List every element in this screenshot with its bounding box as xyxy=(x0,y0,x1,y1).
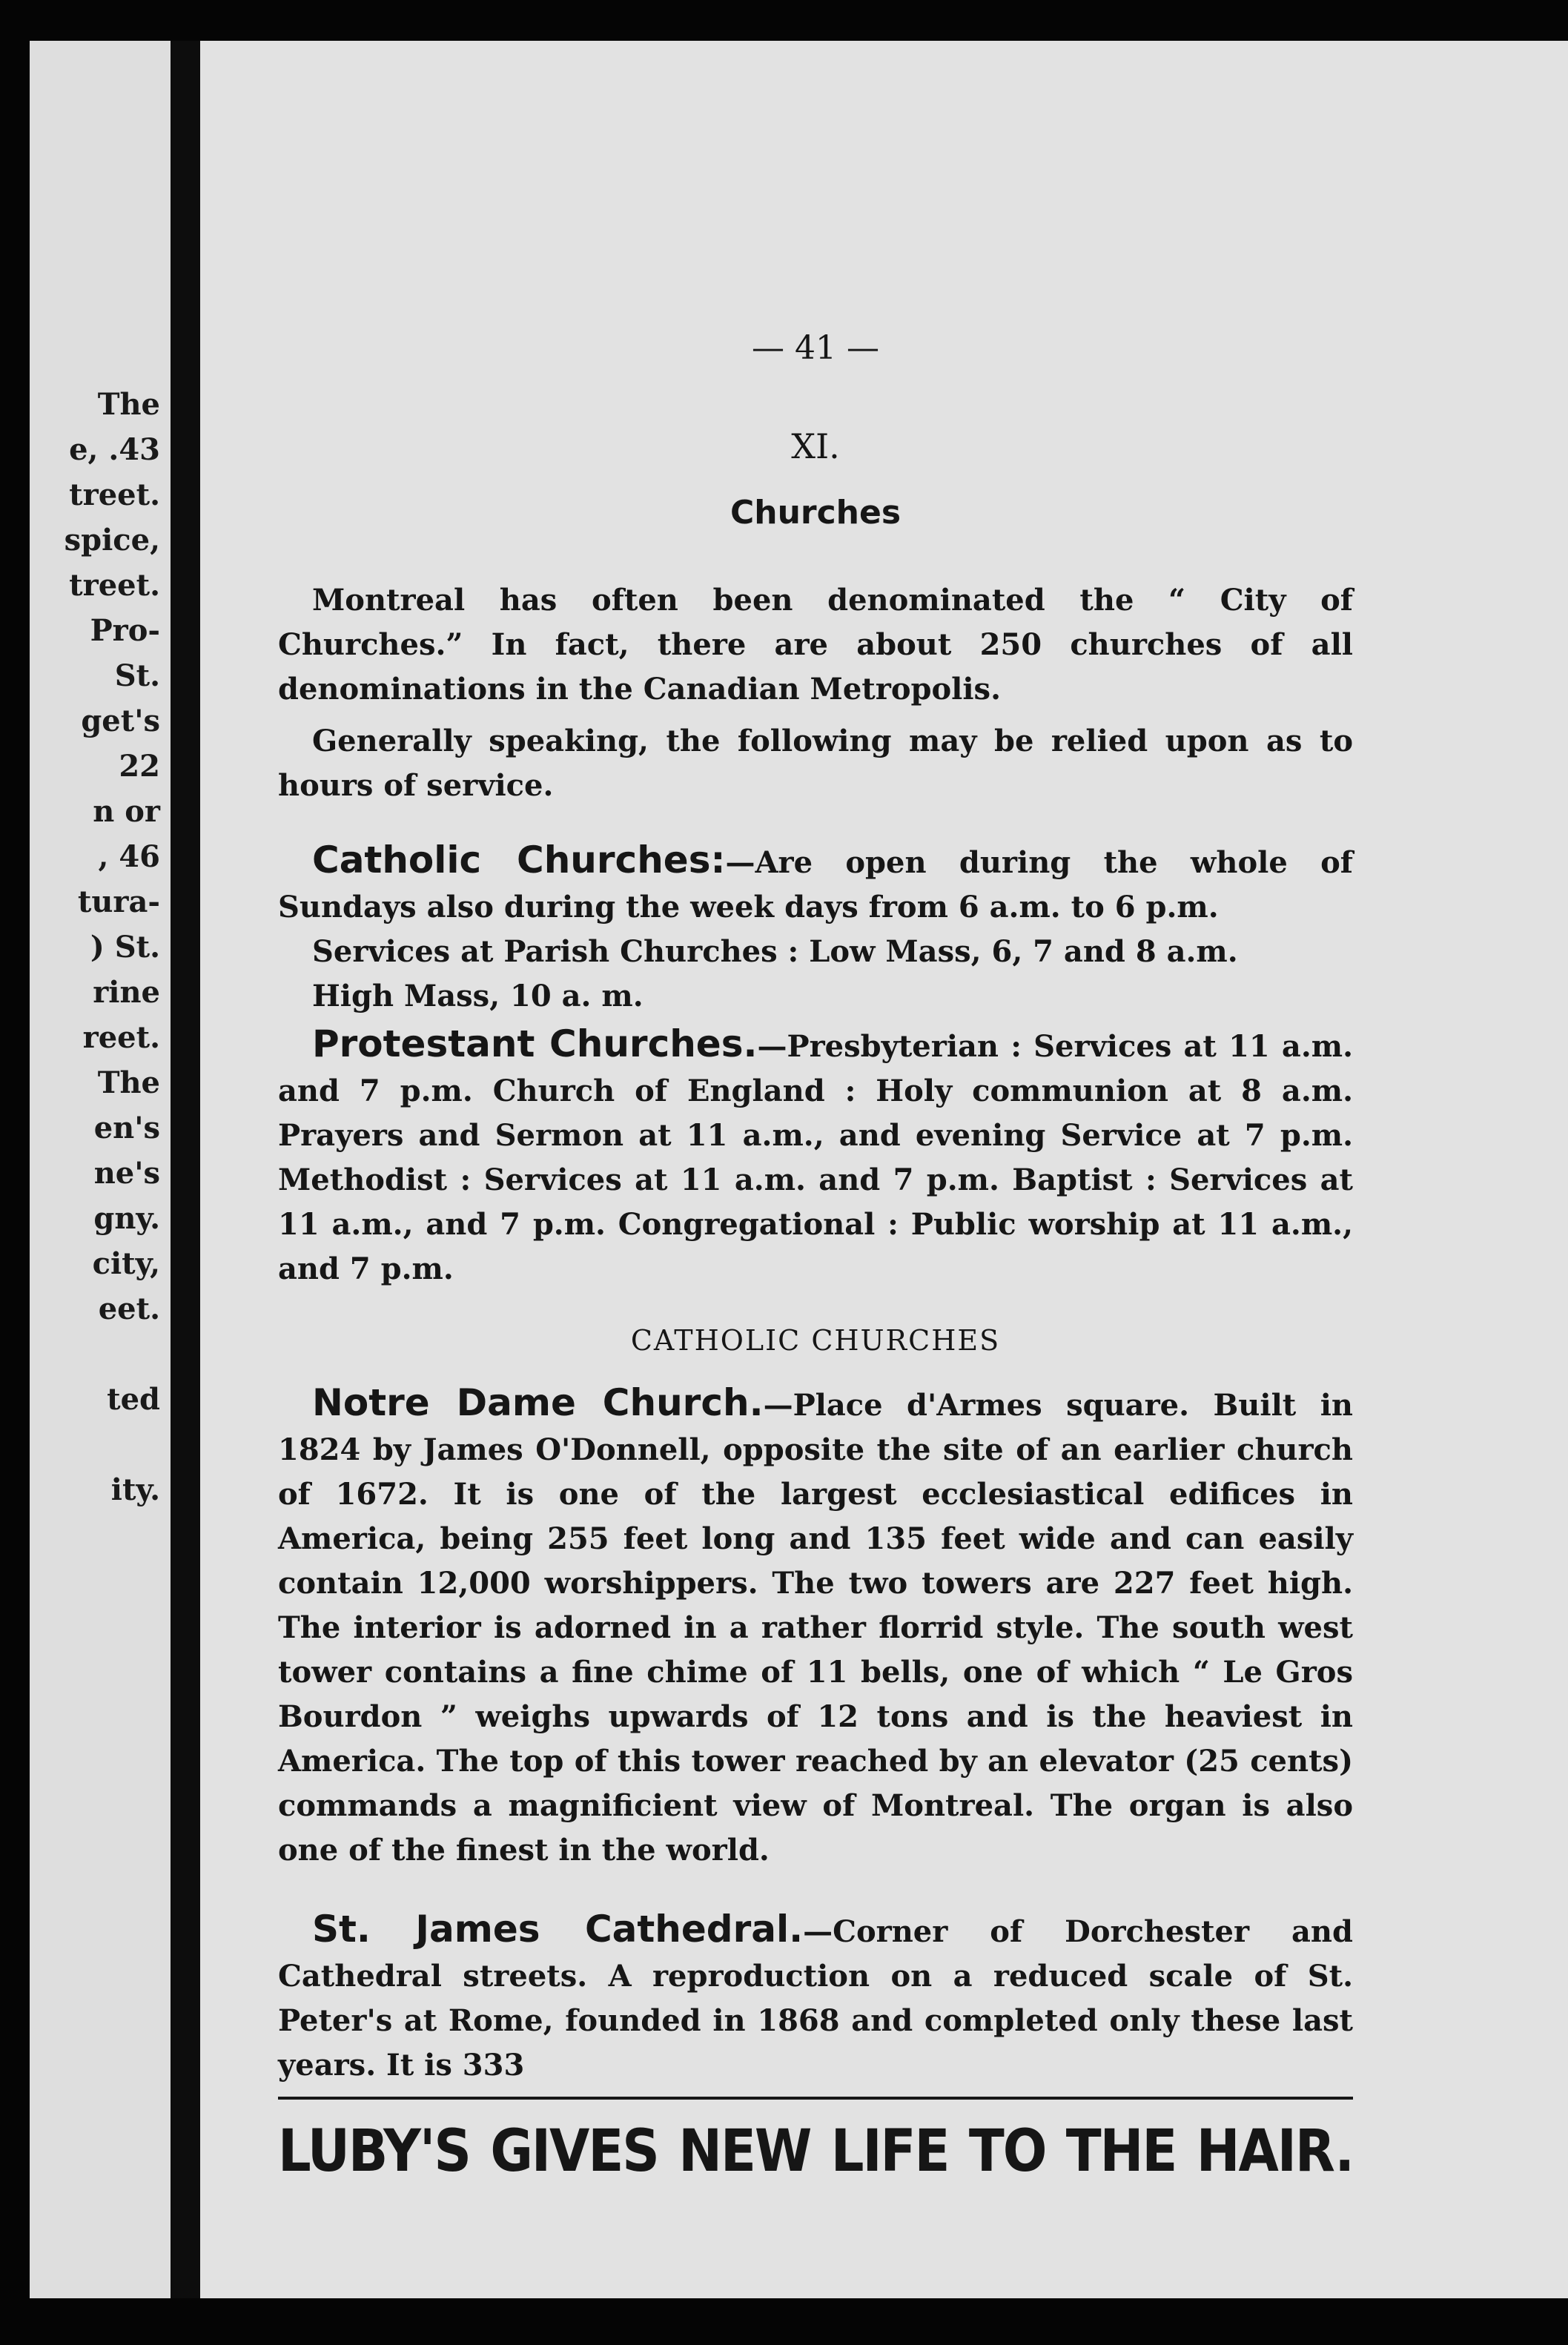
high-mass-line: High Mass, 10 a. m. xyxy=(312,979,644,1013)
hours-paragraph: Generally speaking, the following may be relied upon as to hours of service. xyxy=(278,724,1353,803)
previous-page-line: ted xyxy=(107,1382,160,1417)
previous-page-line: eet. xyxy=(98,1291,160,1326)
previous-page-line: treet. xyxy=(69,477,160,512)
catholic-churches-text: —Are open during the whole of Sundays also during the week days from 6 a.m. to 6 p.m. xyxy=(278,845,1353,925)
previous-page-line: reet. xyxy=(82,1020,160,1055)
previous-page-line: St. xyxy=(114,658,160,693)
scan-frame-bottom xyxy=(0,2298,1568,2345)
previous-page-line: ) St. xyxy=(90,930,160,965)
protestant-churches-heading: Protestant Churches. xyxy=(312,1022,758,1065)
previous-page-line: , 46 xyxy=(98,839,160,874)
previous-page-line: e, .43 xyxy=(69,432,160,467)
intro-paragraph: Montreal has often been denominated the “ City of Churches.” In fact, there are about 250 churches of all denominations in the Canadian Metropolis. xyxy=(278,583,1353,707)
st-james-heading: St. James Cathedral. xyxy=(312,1908,804,1951)
previous-page-line: ne's xyxy=(93,1156,160,1191)
page-content xyxy=(278,326,1353,2189)
chapter-number: XI. xyxy=(791,426,840,466)
binding-gutter xyxy=(171,41,200,2298)
previous-page-line: treet. xyxy=(69,568,160,603)
notre-dame-heading: Notre Dame Church. xyxy=(312,1381,764,1424)
scan-frame-left xyxy=(0,0,30,2345)
chapter-title: Churches xyxy=(730,494,902,532)
previous-page-lines xyxy=(64,382,160,1512)
page-number: — 41 — xyxy=(752,329,879,367)
previous-page-line: get's xyxy=(81,704,160,738)
st-james-paragraph xyxy=(278,1907,1353,2088)
protestant-churches-paragraph xyxy=(278,1022,1353,1291)
previous-page-line: The xyxy=(97,1065,160,1100)
st-james-text: —Corner of Dorchester and Cathedral streets. A reproduction on a reduced scale of St. Peter's at Rome, founded in 1868 and completed only these last years. It is 333 xyxy=(278,1914,1353,2083)
previous-page-line: The xyxy=(97,387,160,422)
previous-page-line: Pro- xyxy=(90,613,160,648)
previous-page-line xyxy=(64,1332,160,1377)
previous-page-line: n or xyxy=(93,794,160,829)
previous-page-line: en's xyxy=(93,1111,160,1145)
previous-page-line: rine xyxy=(93,975,160,1010)
footer-rule xyxy=(278,2097,1353,2100)
previous-page-line: gny. xyxy=(93,1201,160,1236)
parish-services-line: Services at Parish Churches : Low Mass, 6, 7 and 8 a.m. xyxy=(312,934,1238,969)
notre-dame-paragraph xyxy=(278,1380,1353,1873)
previous-page-line: 22 xyxy=(119,749,160,784)
previous-page-line: city, xyxy=(92,1246,160,1281)
catholic-churches-paragraph xyxy=(278,838,1353,930)
protestant-churches-text: —Presbyterian : Services at 11 a.m. and 7 p.m. Church of England : Holy communion at 8 a.m. Prayers and Sermon at 11 a.m., and evening Service at 7 p.m. Methodist : Services at 11 a.m. and 7 p.m. Baptist : Services at 11 a.m., and 7 p.m. Congregational : Public worship at 11 a.m., and 7 p.m. xyxy=(278,1029,1354,1286)
notre-dame-text: —Place d'Armes square. Built in 1824 by James O'Donnell, opposite the site of an earlier church of 1672. It is one of the largest ecclesiastical edifices in America, being 255 feet long and 135 feet wide and can easily contain 12,000 worshippers. The two towers are 227 feet high. The interior is adorned in a rather florrid style. The south west tower contains a fine chime of 11 bells, one of which “ Le Gros Bourdon ” weighs upwards of 12 tons and is the heaviest in America. The top of this tower reached by an elevator (25 cents) commands a magnificient view of Montreal. The organ is also one of the finest in the world. xyxy=(278,1388,1353,1868)
previous-page-line: spice, xyxy=(64,523,160,558)
catholic-churches-section-title: CATHOLIC CHURCHES xyxy=(630,1324,1001,1357)
previous-page-line: ity. xyxy=(110,1472,160,1507)
catholic-churches-heading: Catholic Churches: xyxy=(312,839,726,882)
previous-page-edge xyxy=(30,41,171,2298)
scan-frame-top xyxy=(0,0,1568,41)
previous-page-line xyxy=(64,1422,160,1467)
previous-page-line: tura- xyxy=(77,884,160,919)
book-page xyxy=(200,41,1568,2298)
hair-tonic-advertisement: LUBY'S GIVES NEW LIFE TO THE HAIR. xyxy=(278,2118,1353,2185)
